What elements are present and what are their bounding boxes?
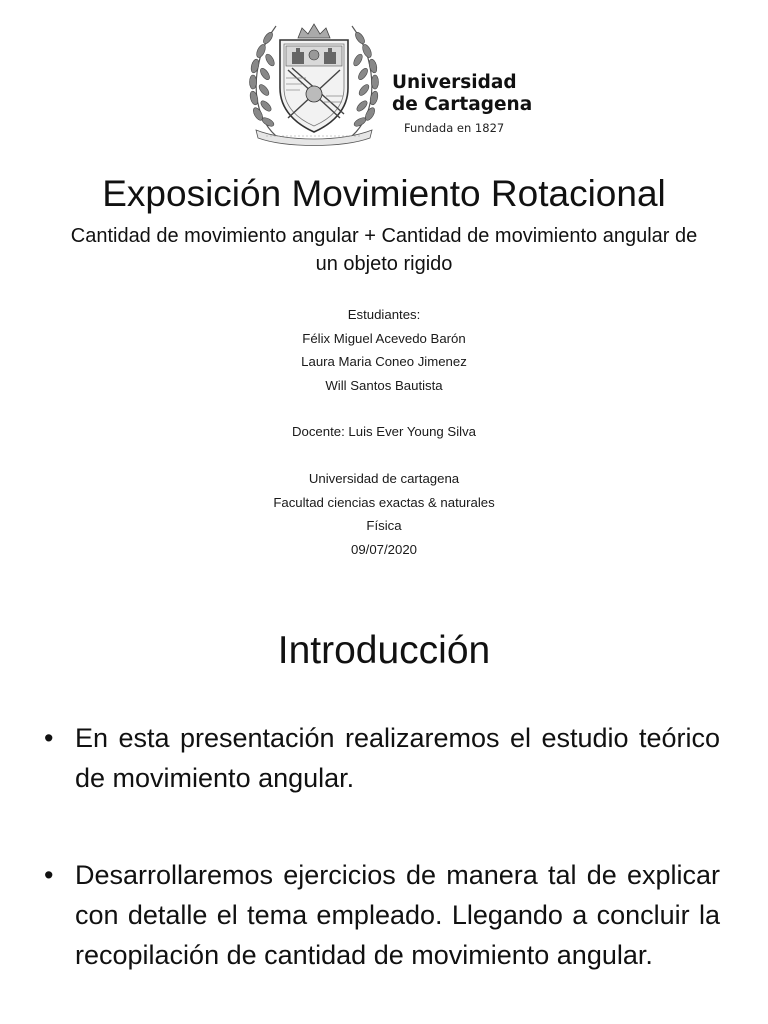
bullet-dot-icon: •: [44, 723, 54, 753]
teacher-name: Docente: Luis Ever Young Silva: [291, 424, 476, 439]
university-founded: Fundada en 1827: [404, 121, 505, 135]
institution-block: [0, 467, 768, 561]
slide-subtitle: Cantidad de movimiento angular + Cantidad de movimiento angular de un objeto rigido: [70, 225, 698, 275]
university-logo: [246, 18, 536, 148]
bullet-item: [44, 855, 720, 975]
bullet-dot-icon: •: [44, 860, 54, 890]
bullet-item: [44, 718, 720, 798]
university-name: [392, 72, 542, 116]
slide-title: Exposición Movimiento Rotacional: [102, 173, 666, 214]
university-name-line2: de Cartagena: [392, 94, 533, 115]
university-name-line1: Universidad: [392, 72, 517, 93]
university-crest-icon: [246, 18, 382, 146]
faculty-name: Facultad ciencias exactas & naturales: [273, 494, 495, 510]
students-label: Estudiantes:: [347, 307, 421, 322]
intro-slide: [0, 576, 768, 1024]
presentation-date: 09/07/2020: [350, 541, 417, 557]
student-name: Will Santos Bautista: [325, 377, 443, 393]
bullet-text: Desarrollaremos ejercicios de manera tal de explicar con detalle el tema empleado. Llegando a concluir la recopilación de cantidad de movimiento angular.: [75, 860, 720, 970]
bullet-text: En esta presentación realizaremos el estudio teórico de movimiento angular.: [75, 723, 720, 793]
student-name: Laura Maria Coneo Jimenez: [301, 354, 467, 369]
students-block: [0, 303, 768, 397]
course-name: Física: [366, 518, 402, 533]
teacher-block: [0, 420, 768, 444]
institution-name: Universidad de cartagena: [308, 471, 460, 486]
intro-title: Introducción: [277, 629, 491, 672]
student-name: Félix Miguel Acevedo Barón: [302, 330, 466, 346]
